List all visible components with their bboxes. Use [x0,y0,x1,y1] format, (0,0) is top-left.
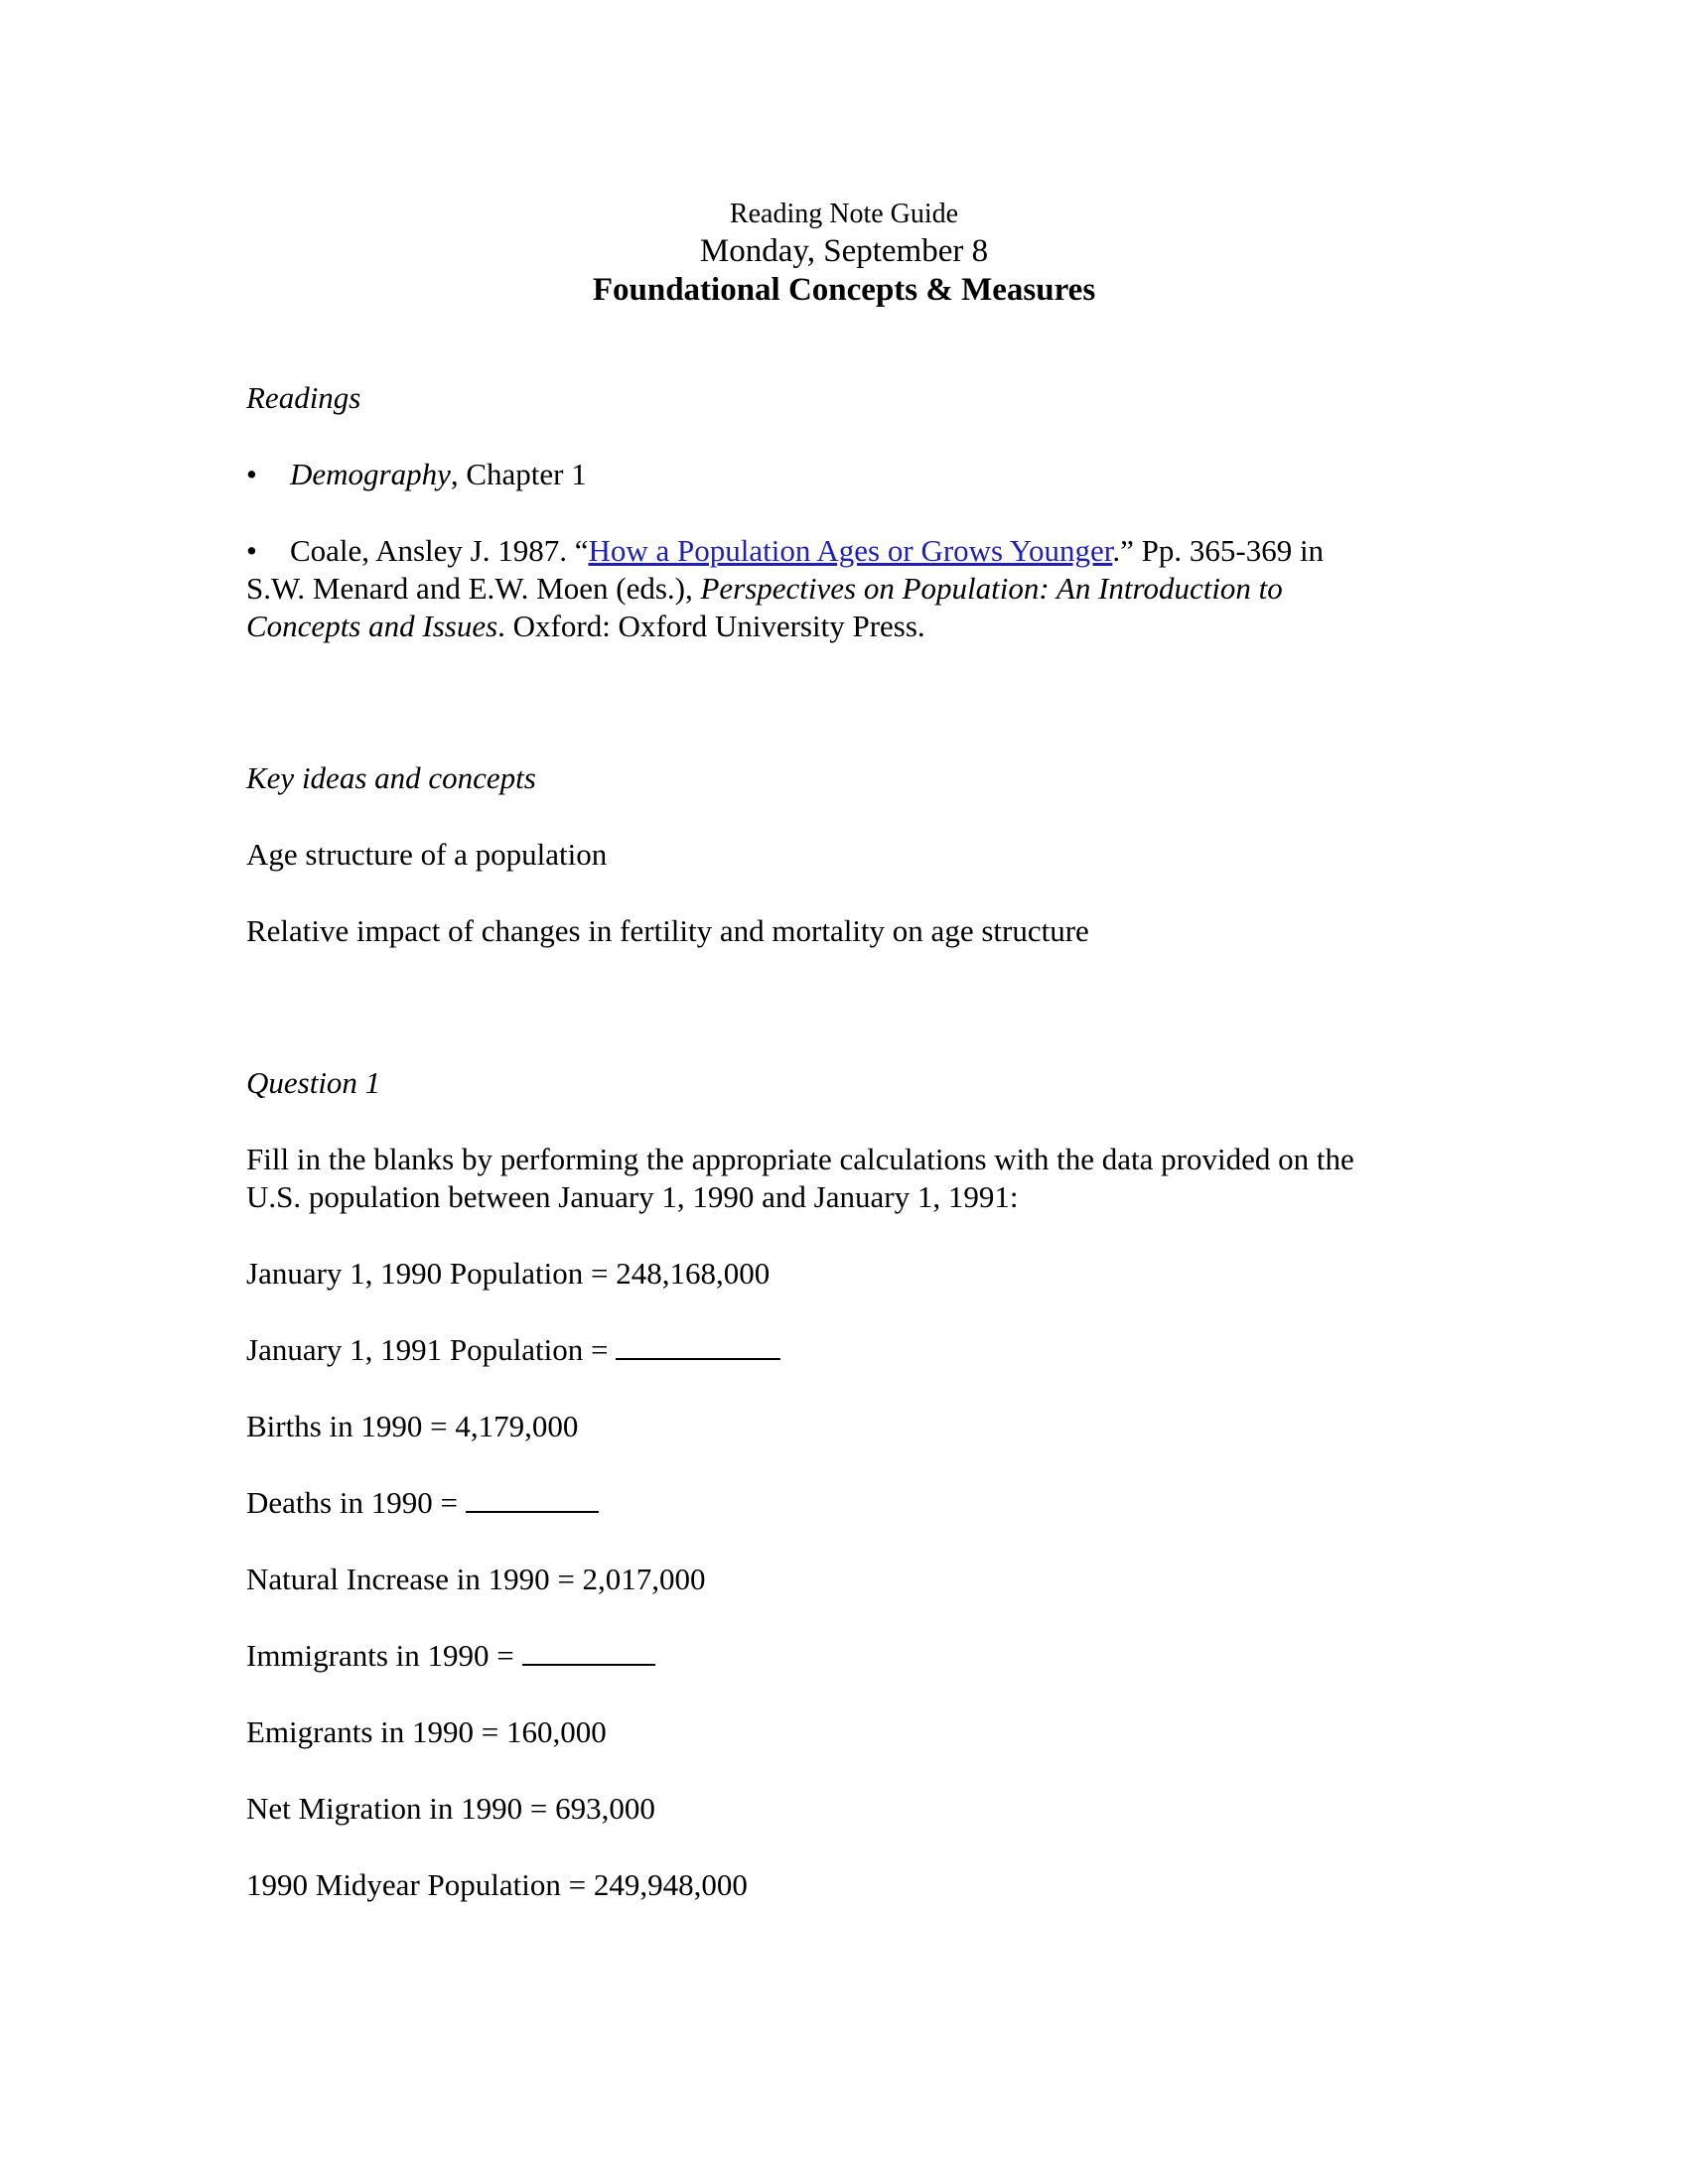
key-idea-item: Age structure of a population [246,837,608,872]
page-title: Foundational Concepts & Measures [592,272,1096,308]
deaths-1990 [246,1484,599,1522]
question-1-heading: Question 1 [246,1065,381,1100]
question-1-prompt-line-2: U.S. population between January 1, 1990 and January 1, 1991: [246,1179,1019,1214]
bullet: • [246,533,257,568]
book-title: Demography [290,457,451,491]
deaths-1990-blank[interactable] [466,1485,599,1513]
jan-1991-population-label: January 1, 1991 Population = [246,1332,617,1367]
jan-1990-population: January 1, 1990 Population = 248,168,000 [246,1256,771,1291]
natural-increase-1990: Natural Increase in 1990 = 2,017,000 [246,1562,706,1596]
reading-item-1 [246,456,587,493]
midyear-population-1990: 1990 Midyear Population = 249,948,000 [246,1867,748,1902]
header-subtitle: Reading Note Guide [729,199,959,229]
document-header [0,197,1688,310]
bullet: • [246,457,257,491]
deaths-1990-label: Deaths in 1990 = [246,1485,466,1520]
births-1990: Births in 1990 = 4,179,000 [246,1409,579,1443]
jan-1991-population-blank[interactable] [616,1332,780,1360]
net-migration-1990: Net Migration in 1990 = 693,000 [246,1791,655,1826]
reading-item-2-line-3 [246,608,925,645]
emigrants-1990: Emigrants in 1990 = 160,000 [246,1714,607,1749]
citation-pages: .” Pp. 365-369 in [1112,533,1325,568]
reading-item-2-line-2 [246,570,1283,608]
question-1-prompt-line-1: Fill in the blanks by performing the appropriate calculations with the data provided on the [246,1142,1354,1176]
article-link[interactable]: How a Population Ages or Grows Younger [588,533,1113,568]
immigrants-1990 [246,1637,655,1675]
citation-publisher: . Oxford: Oxford University Press. [497,609,925,643]
jan-1991-population [246,1331,780,1369]
immigrants-1990-label: Immigrants in 1990 = [246,1638,522,1673]
citation-editors: S.W. Menard and E.W. Moen (eds.), [246,571,701,606]
citation-book-title-part-2: Concepts and Issues [246,609,498,643]
citation-book-title-part-1: Perspectives on Population: An Introduction to [700,571,1283,606]
readings-heading: Readings [246,380,361,415]
key-ideas-heading: Key ideas and concepts [246,760,536,795]
key-idea-item: Relative impact of changes in fertility and mortality on age structure [246,913,1089,948]
header-date: Monday, September 8 [699,233,989,269]
citation-author: Coale, Ansley J. 1987. “ [290,533,589,568]
immigrants-1990-blank[interactable] [522,1638,655,1666]
reading-item-1-rest: , Chapter 1 [450,457,587,491]
reading-item-2-line-1 [246,532,1324,570]
